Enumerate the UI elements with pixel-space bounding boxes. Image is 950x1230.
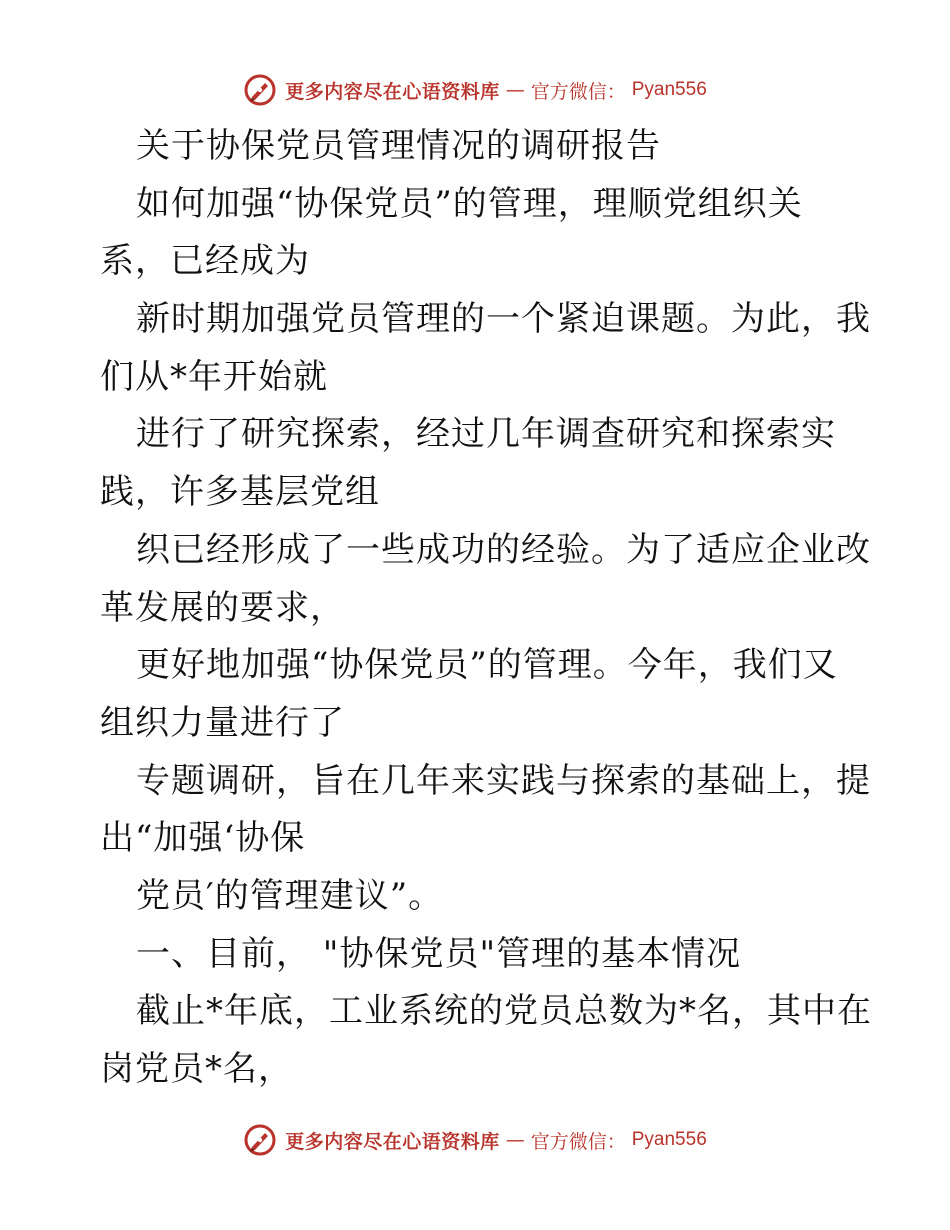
banner-dash: — — [505, 79, 525, 101]
pen-logo-icon — [243, 73, 277, 107]
banner-wechat-handle: Pyan556 — [631, 79, 707, 100]
paragraph-line: 更好地加强“协保党员”的管理。今年，我们又 — [136, 645, 838, 686]
paragraph-line: 新时期加强党员管理的一个紧迫课题。为此，我 — [136, 299, 871, 340]
paragraph-line: 岗党员*名， — [100, 1049, 293, 1089]
paragraph-line: 如何加强“协保党员”的管理，理顺党组织关 — [136, 183, 803, 224]
paragraph-line: 革发展的要求， — [100, 587, 345, 628]
banner-brand-text: 更多内容尽在心语资料库 — [285, 1130, 500, 1153]
banner-dash: — — [505, 1129, 525, 1151]
paragraph-line: 系，已经成为 — [100, 241, 310, 282]
banner-official-label: 官方微信： — [530, 1130, 626, 1153]
paragraph-line: 截止*年底，工业系统的党员总数为*名，其中在 — [136, 991, 872, 1032]
paragraph-line: 组织力量进行了 — [100, 702, 345, 743]
document-body — [100, 118, 872, 1099]
paragraph-line: 们从*年开始就 — [100, 356, 328, 397]
paragraph-line: 出“加强‘协保 — [100, 818, 306, 859]
banner-wechat-handle: Pyan556 — [631, 1129, 707, 1150]
banner-official-label: 官方微信： — [530, 80, 626, 103]
footer-banner — [0, 1120, 950, 1160]
paragraph-line: 践，许多基层党组 — [100, 472, 380, 513]
header-banner — [0, 70, 950, 110]
paragraph-line: 织已经形成了一些成功的经验。为了适应企业改 — [136, 529, 871, 570]
banner-brand-text: 更多内容尽在心语资料库 — [285, 80, 500, 103]
document-title: 关于协保党员管理情况的调研报告 — [136, 126, 661, 166]
section-heading: 一、目前， "协保党员"管理的基本情况 — [136, 933, 742, 974]
paragraph-line: 专题调研，旨在几年来实践与探索的基础上，提 — [136, 760, 871, 801]
paragraph-line: 党员′的管理建议”。 — [136, 875, 444, 916]
paragraph-line: 进行了研究探索，经过几年调查研究和探索实 — [136, 414, 836, 455]
pen-logo-icon — [243, 1123, 277, 1157]
